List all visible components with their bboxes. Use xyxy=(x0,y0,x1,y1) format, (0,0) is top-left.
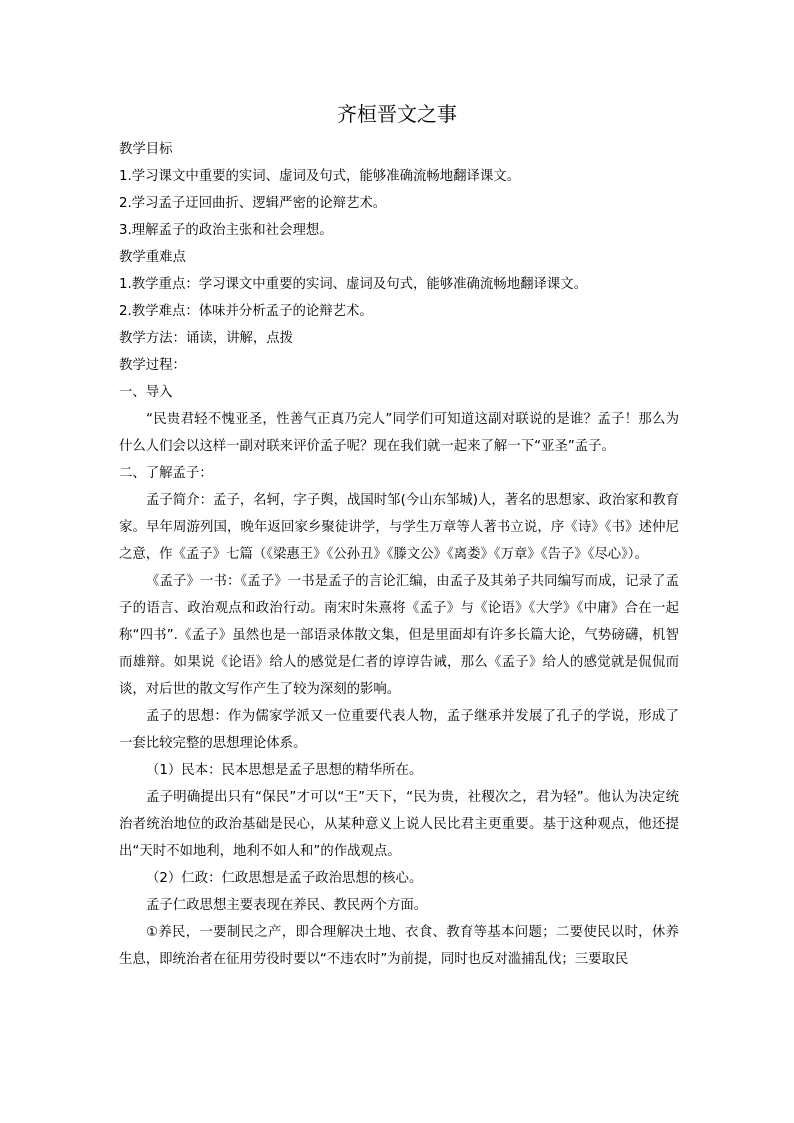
thought-paragraph: 孟子的思想：作为儒家学派又一位重要代表人物，孟子继承并发展了孔子的学说，形成了一套比较完整的思想理论体系。 xyxy=(119,709,679,751)
document-body xyxy=(119,136,679,973)
section-heading: 二、了解孟子： xyxy=(119,466,213,481)
renzheng-paragraph: 孟子仁政思想主要表现在养民、教民两个方面。 xyxy=(146,898,428,913)
yangmin-paragraph: ①养民，一要制民之产，即合理解决土地、衣食、教育等基本问题；二要使民以时，休养生息，即统治者在征用劳役时要以“不违农时”为前提，同时也反对滥捕乱伐；三要取民 xyxy=(119,925,679,967)
teaching-method: 教学方法：诵读，讲解，点拨 xyxy=(119,331,294,346)
document-title: 齐桓晋文之事 xyxy=(337,102,457,126)
book-paragraph: 《孟子》一书：《孟子》一书是孟子的言论汇编，由孟子及其弟子共同编写而成，记录了孟子的语言、政治观点和政治行动。南宋时朱熹将《孟子》与《论语》《大学》《中庸》合在一起称“四书”.《孟子》虽然也是一部语录体散文集，但是里面却有许多长篇大论，气势磅礴，机智而雄辩。如果说《论语》给人的感觉是仁者的谆谆告诫，那么《孟子》给人的感觉就是侃侃而谈，对后世的散文写作产生了较为深刻的影响。 xyxy=(119,574,679,697)
minben-paragraph: 孟子明确提出只有“保民”才可以“王”天下，“民为贵，社稷次之，君为轻”。他认为决定统治者统治地位的政治基础是民心，从某种意义上说人民比君主更重要。基于这种观点，他还提出“天时不如地利，地利不如人和”的作战观点。 xyxy=(119,790,679,859)
intro-paragraph: “民贵君轻不愧亚圣，性善气正真乃完人”同学们可知道这副对联说的是谁？孟子！那么为什么人们会以这样一副对联来评价孟子呢？现在我们就一起来了解一下“亚圣”孟子。 xyxy=(119,412,679,454)
goal-item: 1.学习课文中重要的实词、虚词及句式，能够准确流畅地翻译课文。 xyxy=(119,169,521,184)
goal-item: 2.学习孟子迂回曲折、逻辑严密的论辩艺术。 xyxy=(119,196,387,211)
section-heading: 一、导入 xyxy=(119,385,173,400)
bio-paragraph: 孟子简介：孟子，名轲，字子舆，战国时邹(今山东邹城)人，著名的思想家、政治家和教育家。早年周游列国，晚年返回家乡聚徒讲学，与学生万章等人著书立说，序《诗》《书》述仲尼之意，作《孟子》七篇（《梁惠王》《公孙丑》《滕文公》《离娄》《万章》《告子》《尽心》）。 xyxy=(119,493,679,562)
minben-heading: （1）民本：民本思想是孟子思想的精华所在。 xyxy=(146,763,423,778)
key-point-item: 2.教学难点：体味并分析孟子的论辩艺术。 xyxy=(119,304,373,319)
renzheng-heading: （2）仁政：仁政思想是孟子政治思想的核心。 xyxy=(146,871,423,886)
process-heading: 教学过程： xyxy=(119,358,186,373)
goals-heading: 教学目标 xyxy=(119,142,173,157)
goal-item: 3.理解孟子的政治主张和社会理想。 xyxy=(119,223,333,238)
key-point-item: 1.教学重点：学习课文中重要的实词、虚词及句式，能够准确流畅地翻译课文。 xyxy=(119,277,588,292)
key-points-heading: 教学重难点 xyxy=(119,250,186,265)
